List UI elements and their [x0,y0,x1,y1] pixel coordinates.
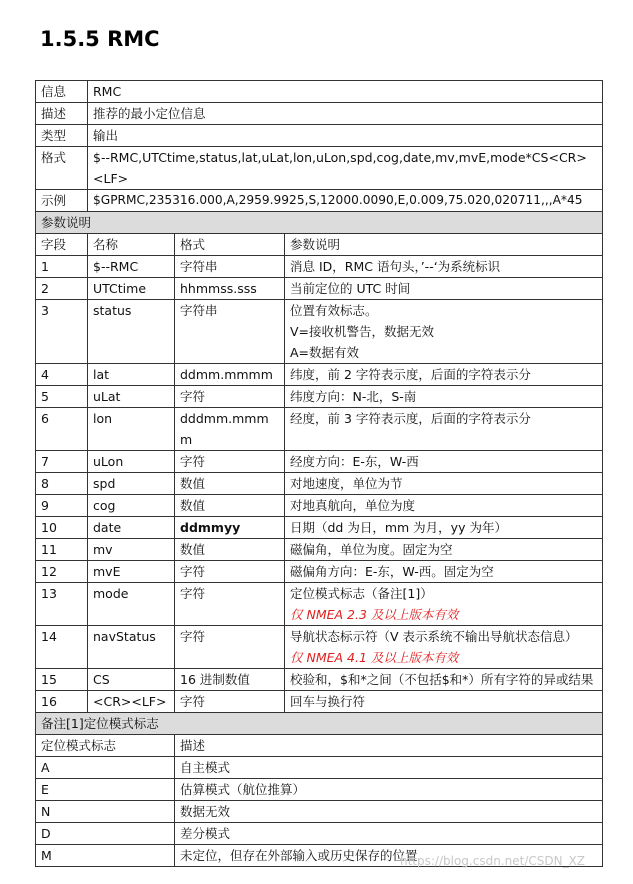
param-row [36,517,603,539]
param-row [36,386,603,408]
param-field: 1 [36,256,88,278]
param-desc-line: 经度方向：E-东，W-西 [290,454,419,469]
mode-desc: 未定位，但存在外部输入或历史保存的位置 [175,845,603,867]
param-desc-line: 位置有效标志。 [290,303,378,318]
param-field: 11 [36,539,88,561]
param-desc [285,583,603,626]
param-desc [285,256,603,278]
param-desc [285,386,603,408]
mode-desc: 自主模式 [175,757,603,779]
param-desc-line: 纬度，前 2 字符表示度，后面的字符表示分 [290,367,531,382]
desc-label: 描述 [36,103,88,125]
info-row [36,81,603,103]
param-version-note: 仅 NMEA 2.3 及以上版本有效 [290,607,459,622]
modes-section-title: 备注[1]定位模式标志 [36,713,603,735]
param-row [36,691,603,713]
mode-row [36,779,603,801]
param-format: dddmm.mmmm [175,408,285,451]
mode-desc: 数据无效 [175,801,603,823]
param-version-note: 仅 NMEA 4.1 及以上版本有效 [290,650,459,665]
desc-value: 推荐的最小定位信息 [88,103,603,125]
param-desc [285,451,603,473]
param-format: 字符 [175,583,285,626]
param-format: 数值 [175,473,285,495]
type-row [36,125,603,147]
param-field: 15 [36,669,88,691]
param-name: $--RMC [88,256,175,278]
param-format: 字符 [175,386,285,408]
format-row [36,147,603,190]
col-header-mode-flag: 定位模式标志 [36,735,175,757]
mode-row [36,801,603,823]
param-field: 6 [36,408,88,451]
param-name: status [88,300,175,364]
modes-column-headers [36,735,603,757]
mode-row [36,823,603,845]
params-column-headers [36,234,603,256]
param-desc-line: 对地速度，单位为节 [290,476,403,491]
info-label: 信息 [36,81,88,103]
param-desc [285,669,603,691]
param-field: 2 [36,278,88,300]
type-label: 类型 [36,125,88,147]
info-value: RMC [88,81,603,103]
watermark: https://blog.csdn.net/CSDN_XZ [400,854,586,868]
param-desc-line: 日期（dd 为日，mm 为月，yy 为年） [290,520,507,535]
param-desc-line: 校验和，$和*之间（不包括$和*）所有字符的异或结果 [290,672,594,687]
mode-row [36,757,603,779]
param-name: lon [88,408,175,451]
example-row [36,190,603,212]
param-desc [285,364,603,386]
param-field: 8 [36,473,88,495]
param-name: mvE [88,561,175,583]
param-field: 13 [36,583,88,626]
param-desc-line: 当前定位的 UTC 时间 [290,281,411,296]
param-row [36,408,603,451]
format-value: $--RMC,UTCtime,status,lat,uLat,lon,uLon,spd,cog,date,mv,mvE,mode*CS<CR><LF> [88,147,603,190]
mode-desc: 差分模式 [175,823,603,845]
param-desc-line: 磁偏角，单位为度。固定为空 [290,542,453,557]
example-label: 示例 [36,190,88,212]
param-name: uLat [88,386,175,408]
param-field: 14 [36,626,88,669]
mode-flag: N [36,801,175,823]
param-format: hhmmss.sss [175,278,285,300]
param-desc [285,626,603,669]
param-desc-line: 经度，前 3 字符表示度，后面的字符表示分 [290,411,531,426]
param-field: 5 [36,386,88,408]
param-desc [285,473,603,495]
col-header-desc: 参数说明 [285,234,603,256]
param-name: navStatus [88,626,175,669]
param-row [36,583,603,626]
param-format: 字符串 [175,256,285,278]
param-name: spd [88,473,175,495]
params-section-header [36,212,603,234]
param-name: <CR><LF> [88,691,175,713]
param-desc [285,495,603,517]
page-title: 1.5.5 RMC [40,27,160,51]
desc-row [36,103,603,125]
param-format: 字符 [175,451,285,473]
param-row [36,451,603,473]
format-label: 格式 [36,147,88,190]
col-header-mode-desc: 描述 [175,735,603,757]
col-header-name: 名称 [88,234,175,256]
param-desc-line: 回车与换行符 [290,694,366,709]
param-format: ddmm.mmmm [175,364,285,386]
param-desc [285,517,603,539]
param-desc-line: 消息 ID，RMC 语句头，’--‘为系统标识 [290,259,501,274]
mode-flag: A [36,757,175,779]
param-desc-line: A=数据有效 [290,345,360,360]
param-row [36,300,603,364]
param-name: mv [88,539,175,561]
param-desc [285,408,603,451]
param-desc [285,300,603,364]
param-row [36,495,603,517]
param-desc-line: 定位模式标志（备注[1]） [290,586,433,601]
param-name: lat [88,364,175,386]
param-name: date [88,517,175,539]
param-row [36,256,603,278]
param-row [36,539,603,561]
param-format: 字符 [175,691,285,713]
param-name: UTCtime [88,278,175,300]
param-desc [285,691,603,713]
param-field: 12 [36,561,88,583]
mode-flag: E [36,779,175,801]
param-desc [285,539,603,561]
modes-section-header [36,713,603,735]
col-header-format: 格式 [175,234,285,256]
param-row [36,473,603,495]
mode-flag: D [36,823,175,845]
example-value: $GPRMC,235316.000,A,2959.9925,S,12000.0090,E,0.009,75.020,020711,,,A*45 [88,190,603,212]
param-desc-line: 对地真航向，单位为度 [290,498,416,513]
param-format: ddmmyy [175,517,285,539]
param-format: 字符串 [175,300,285,364]
param-field: 3 [36,300,88,364]
param-row [36,364,603,386]
param-format: 字符 [175,626,285,669]
param-format: 数值 [175,539,285,561]
param-row [36,561,603,583]
param-desc [285,561,603,583]
param-desc-line: 导航状态标示符（V 表示系统不输出导航状态信息） [290,629,578,644]
param-desc-line: V=接收机警告，数据无效 [290,324,435,339]
param-row [36,626,603,669]
param-name: cog [88,495,175,517]
param-field: 7 [36,451,88,473]
col-header-field: 字段 [36,234,88,256]
param-desc [285,278,603,300]
type-value: 输出 [88,125,603,147]
param-row [36,278,603,300]
param-format: 数值 [175,495,285,517]
params-section-title: 参数说明 [36,212,603,234]
param-name: CS [88,669,175,691]
param-format: 字符 [175,561,285,583]
param-field: 4 [36,364,88,386]
param-row [36,669,603,691]
param-field: 10 [36,517,88,539]
mode-flag: M [36,845,175,867]
param-desc-line: 纬度方向：N-北，S-南 [290,389,417,404]
param-format: 16 进制数值 [175,669,285,691]
param-field: 16 [36,691,88,713]
param-name: uLon [88,451,175,473]
rmc-spec-table [35,80,603,867]
param-field: 9 [36,495,88,517]
param-name: mode [88,583,175,626]
param-desc-line: 磁偏角方向：E-东，W-西。固定为空 [290,564,494,579]
mode-desc: 估算模式（航位推算） [175,779,603,801]
